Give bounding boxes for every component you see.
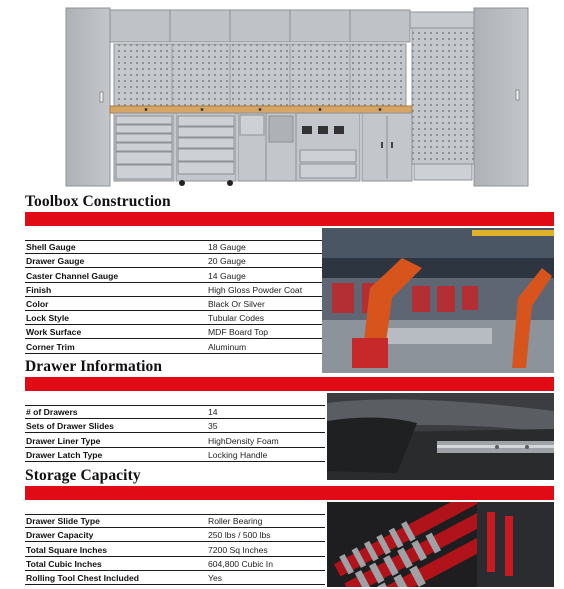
drawer-slide-photo	[327, 393, 554, 480]
section-divider-bar	[25, 377, 554, 391]
table-row	[25, 419, 325, 433]
row-value: 7200 Sq Inches	[208, 544, 268, 555]
section-title-drawer-information: Drawer Information	[25, 358, 163, 375]
row-value: MDF Board Top	[208, 327, 269, 338]
table-row	[25, 528, 325, 542]
table-row	[25, 283, 325, 297]
row-label: # of Drawers	[26, 407, 78, 418]
row-label: Drawer Capacity	[26, 530, 94, 541]
row-label: Lock Style	[26, 313, 69, 324]
row-value: 14	[208, 407, 218, 418]
table-row	[25, 268, 325, 282]
table-row	[25, 557, 325, 571]
row-value: Black Or Silver	[208, 298, 265, 309]
row-label: Finish	[26, 284, 52, 295]
table-row	[25, 405, 325, 419]
section-divider-bar	[25, 486, 554, 500]
row-value: 250 lbs / 500 lbs	[208, 530, 271, 541]
row-value: Roller Bearing	[208, 516, 263, 527]
row-label: Shell Gauge	[26, 242, 76, 253]
table-row	[25, 433, 325, 447]
row-value: 604,800 Cubic In	[208, 558, 273, 569]
row-label: Drawer Slide Type	[26, 516, 100, 527]
row-label: Total Square Inches	[26, 544, 108, 555]
row-value: Tubular Codes	[208, 313, 265, 324]
table-row	[25, 339, 325, 353]
section-title-storage-capacity: Storage Capacity	[25, 467, 141, 484]
drawer-spec-table	[25, 405, 325, 462]
toolbox-spec-table	[25, 240, 325, 354]
table-row	[25, 325, 325, 339]
table-row	[25, 240, 325, 254]
row-label: Caster Channel Gauge	[26, 270, 119, 281]
storage-spec-table	[25, 514, 325, 585]
row-value: High Gloss Powder Coat	[208, 284, 303, 295]
row-value: Aluminum	[208, 341, 247, 352]
row-label: Work Surface	[26, 327, 82, 338]
row-label: Rolling Tool Chest Included	[26, 572, 139, 583]
row-label: Corner Trim	[26, 341, 75, 352]
table-row	[25, 448, 325, 462]
table-row	[25, 542, 325, 556]
row-value: HighDensity Foam	[208, 435, 279, 446]
table-row	[25, 311, 325, 325]
row-label: Drawer Liner Type	[26, 435, 101, 446]
section-title-toolbox-construction: Toolbox Construction	[25, 193, 171, 210]
socket-organizer-photo	[327, 502, 554, 587]
row-label: Sets of Drawer Slides	[26, 421, 114, 432]
table-row	[25, 297, 325, 311]
row-value: 18 Gauge	[208, 242, 246, 253]
cabinet-system-image	[62, 6, 532, 190]
row-label: Color	[26, 298, 49, 309]
row-value: 20 Gauge	[208, 256, 246, 267]
row-value: 14 Gauge	[208, 270, 246, 281]
row-label: Drawer Latch Type	[26, 449, 103, 460]
table-row	[25, 254, 325, 268]
row-value: 35	[208, 421, 218, 432]
row-value: Locking Handle	[208, 449, 268, 460]
table-row	[25, 571, 325, 585]
robotic-welding-photo	[322, 228, 554, 373]
table-row	[25, 514, 325, 528]
row-label: Drawer Gauge	[26, 256, 85, 267]
row-label: Total Cubic Inches	[26, 558, 102, 569]
row-value: Yes	[208, 572, 223, 583]
section-divider-bar	[25, 212, 554, 226]
